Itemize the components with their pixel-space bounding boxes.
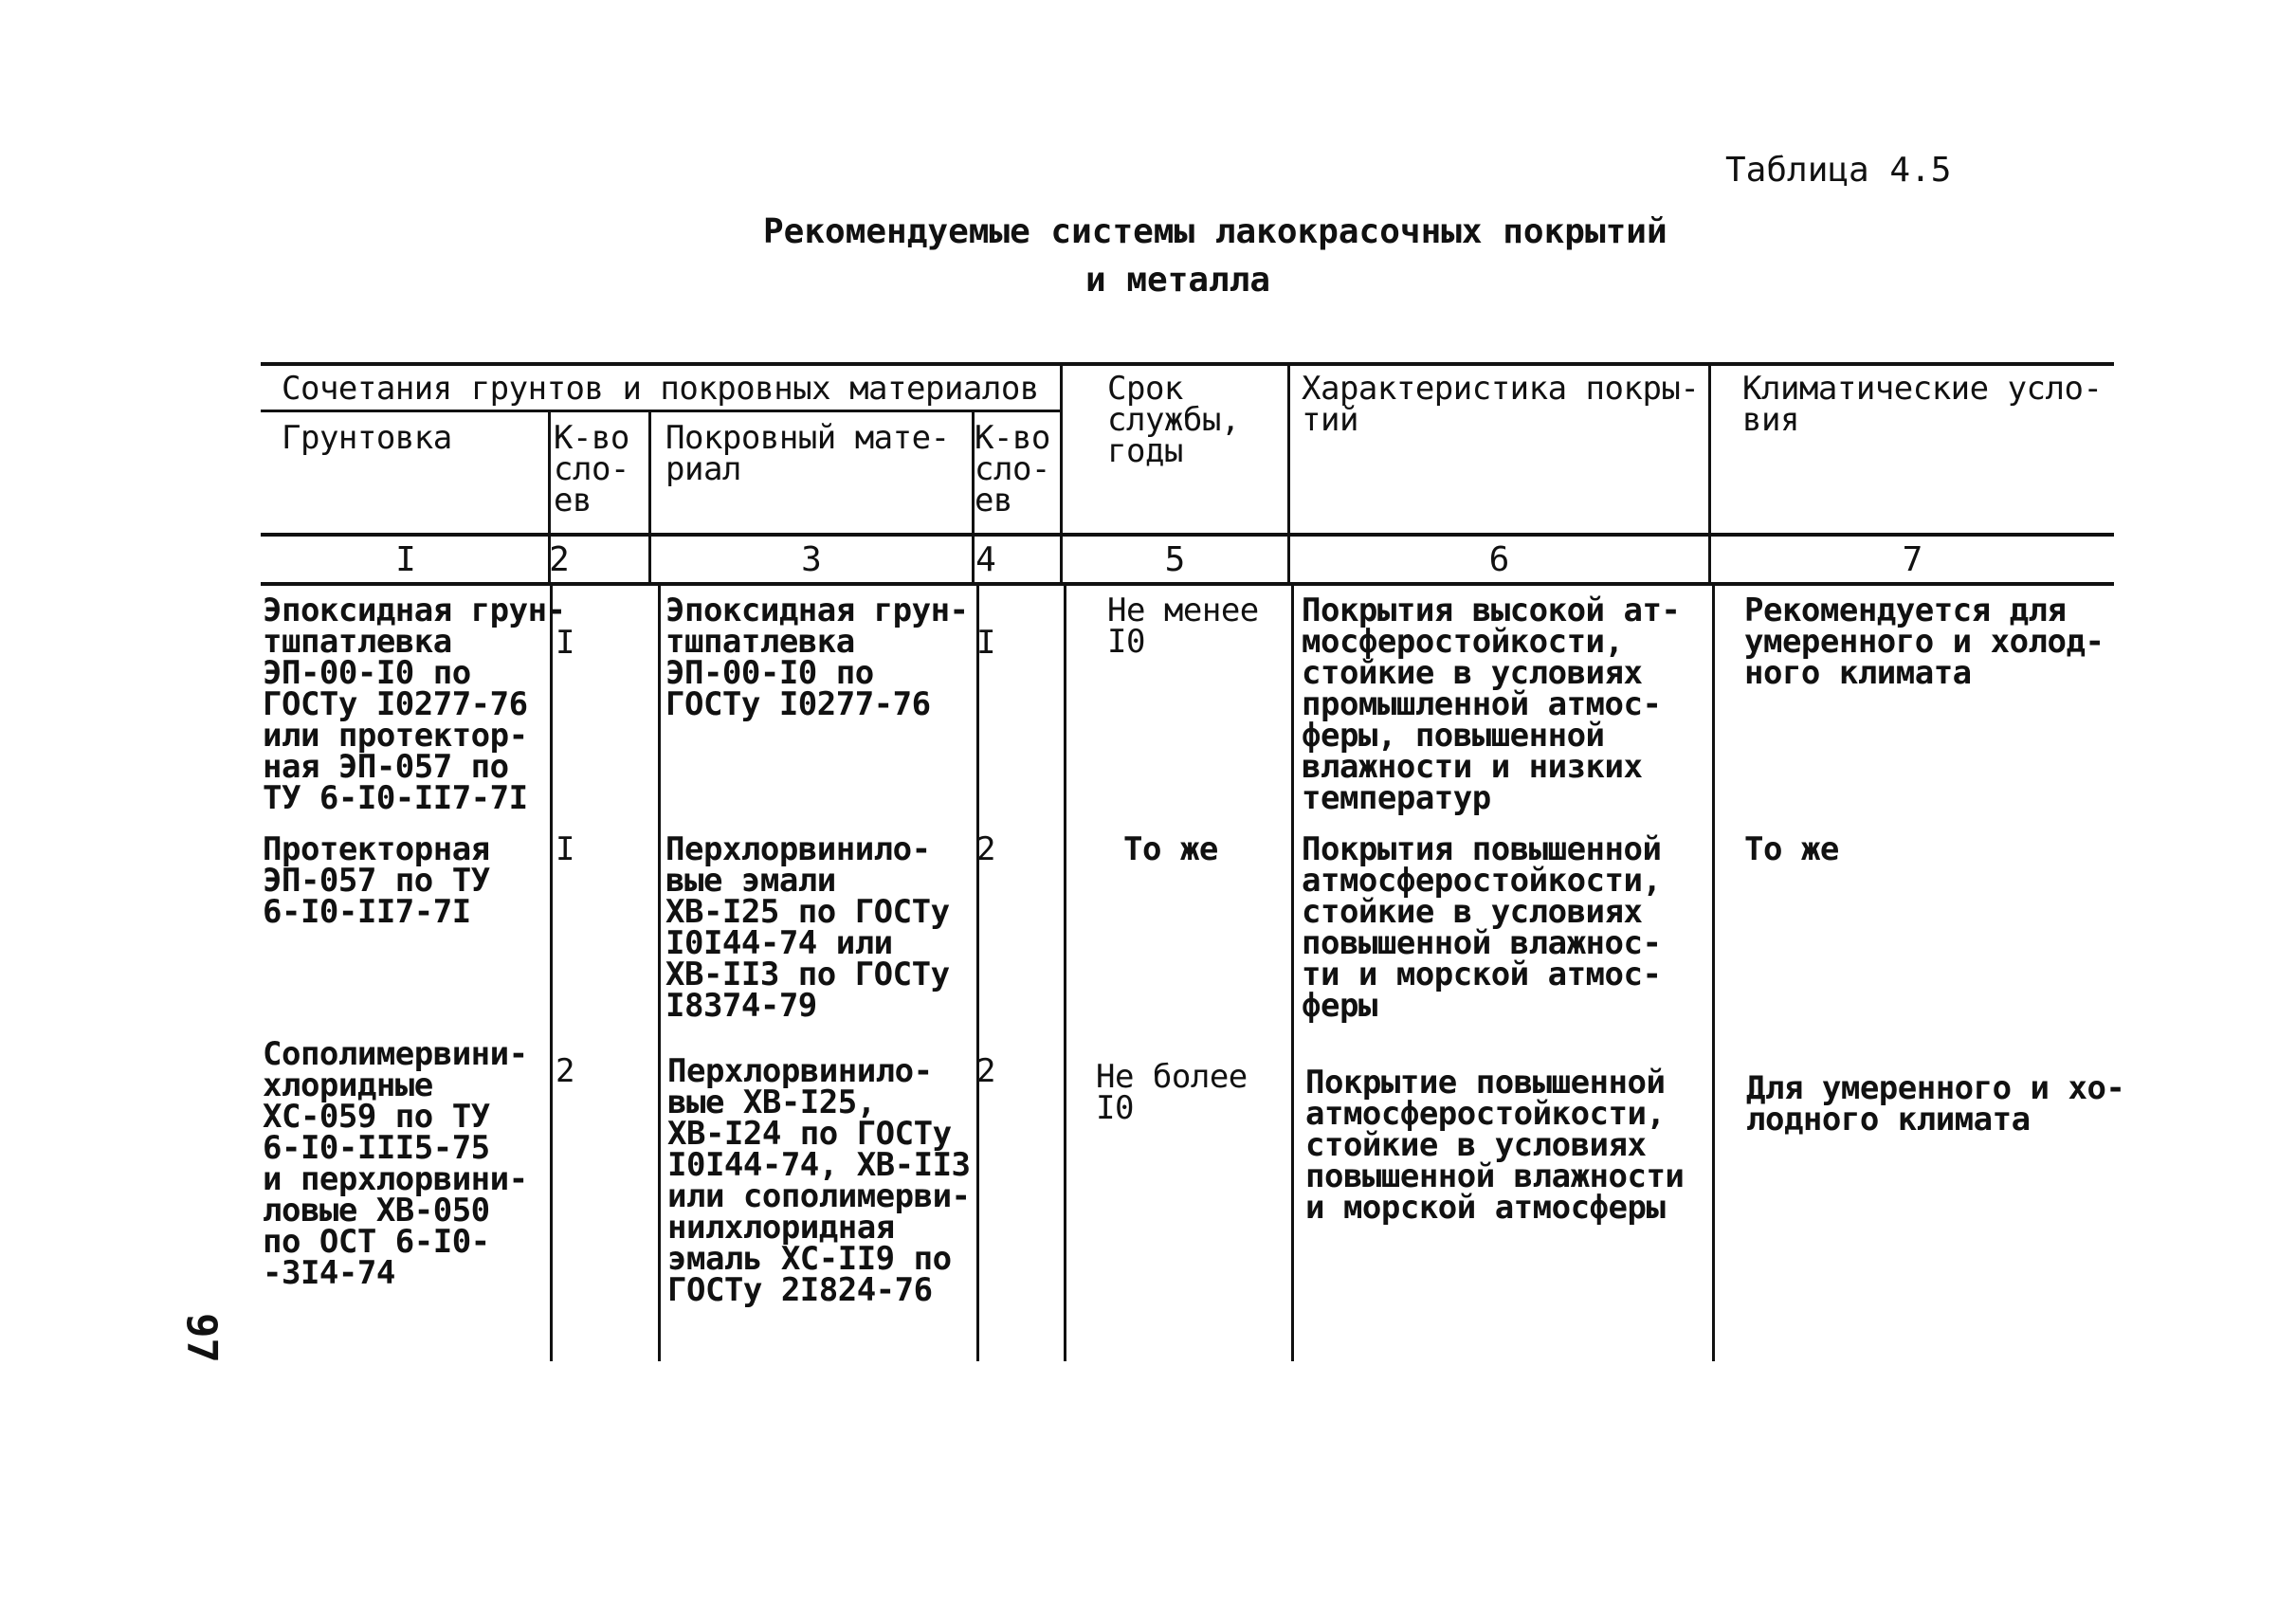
row1-cover-layers: I xyxy=(976,624,995,662)
body-divider-5 xyxy=(1291,586,1294,1361)
header-divider-4 xyxy=(1060,364,1063,535)
row1-primer: Эпоксидная грун- тшпатлевка ЭП-00-I0 по ГОСТу I0277-76 или протектор- ная ЭП-057 по ТУ 6-I0-II7-7I xyxy=(263,592,566,817)
row2-climate: То же xyxy=(1744,830,1839,868)
page-number: 97 xyxy=(177,1313,226,1363)
column-number-4: 4 xyxy=(975,540,996,579)
row1-primer-layers: I xyxy=(556,624,574,662)
column-number-2: 2 xyxy=(549,540,570,579)
row1-climate: Рекомендуется для умеренного и холод- ного климата xyxy=(1744,592,2105,692)
header-primer: Грунтовка xyxy=(282,419,452,457)
header-divider-1 xyxy=(548,411,551,535)
group-underline xyxy=(261,410,1062,412)
header-primer-layers: К-во сло- ев xyxy=(554,419,629,519)
row3-cover: Перхлорвинило- вые ХВ-I25, ХВ-I24 по ГОСТу I0I44-74, ХВ-II3 или сополимерви- нилхлоридная эмаль ХС-II9 по ГОСТу 2I824-76 xyxy=(667,1052,971,1309)
row1-cover: Эпоксидная грун- тшпатлевка ЭП-00-I0 по ГОСТу I0277-76 xyxy=(665,592,969,723)
row3-primer-layers: 2 xyxy=(556,1052,574,1090)
header-group: Сочетания грунтов и покровных материалов xyxy=(282,370,1039,408)
column-number-3: 3 xyxy=(801,540,822,579)
header-service-life: Срок службы, годы xyxy=(1107,370,1240,470)
header-characteristic: Характеристика покры- тий xyxy=(1302,370,1700,439)
row2-characteristic: Покрытия повышенной атмосферостойкости, стойкие в условиях повышенной влажнос- ти и морской атмос- феры xyxy=(1302,830,1662,1025)
header-divider-6 xyxy=(1708,364,1711,535)
table-title-line-2: и металла xyxy=(1085,261,1271,300)
row1-service-life: Не менее I0 xyxy=(1107,592,1259,661)
column-number-6: 6 xyxy=(1488,540,1510,579)
row3-cover-layers: 2 xyxy=(976,1052,995,1090)
header-divider-2 xyxy=(648,411,651,535)
row3-climate: Для умеренного и хо- лодного климата xyxy=(1746,1069,2125,1138)
header-climate: Климатические усло- вия xyxy=(1742,370,2103,439)
row2-primer: Протекторная ЭП-057 по ТУ 6-I0-II7-7I xyxy=(263,830,490,931)
row3-primer: Сополимервини- хлоридные ХС-059 по ТУ 6-I0-III5-75 и перхлорвини- ловые ХВ-050 по ОСТ 6-I0- -3I4-74 xyxy=(263,1035,528,1292)
body-divider-2 xyxy=(658,586,661,1361)
row2-service-life: То же xyxy=(1123,830,1218,868)
row1-characteristic: Покрытия высокой ат- мосферостойкости, стойкие в условиях промышленной атмос- феры, повышенной влажности и низких температур xyxy=(1302,592,1681,817)
header-bottom-rule xyxy=(261,533,2114,537)
column-number-1: I xyxy=(395,540,416,579)
row2-cover-layers: 2 xyxy=(976,830,995,868)
row2-primer-layers: I xyxy=(556,830,574,868)
body-divider-6 xyxy=(1712,586,1715,1361)
row3-service-life: Не более I0 xyxy=(1096,1058,1248,1127)
table-title-line-1: Рекомендуемые системы лакокрасочных покрытий xyxy=(763,212,1667,251)
header-cover-layers: К-во сло- ев xyxy=(975,419,1050,519)
numbers-bottom-rule xyxy=(261,582,2114,586)
header-divider-5 xyxy=(1287,364,1290,535)
column-number-7: 7 xyxy=(1902,540,1923,579)
table-label: Таблица 4.5 xyxy=(1725,151,1952,190)
body-divider-4 xyxy=(1064,586,1066,1361)
row3-characteristic: Покрытие повышенной атмосферостойкости, стойкие в условиях повышенной влажности и морской атмосферы xyxy=(1305,1064,1685,1227)
body-divider-3 xyxy=(976,586,979,1361)
column-number-5: 5 xyxy=(1164,540,1186,579)
header-cover: Покровный мате- риал xyxy=(665,419,950,488)
row2-cover: Перхлорвинило- вые эмали ХВ-I25 по ГОСТу I0I44-74 или ХВ-II3 по ГОСТу I8374-79 xyxy=(665,830,950,1025)
table-top-rule xyxy=(261,362,2114,366)
